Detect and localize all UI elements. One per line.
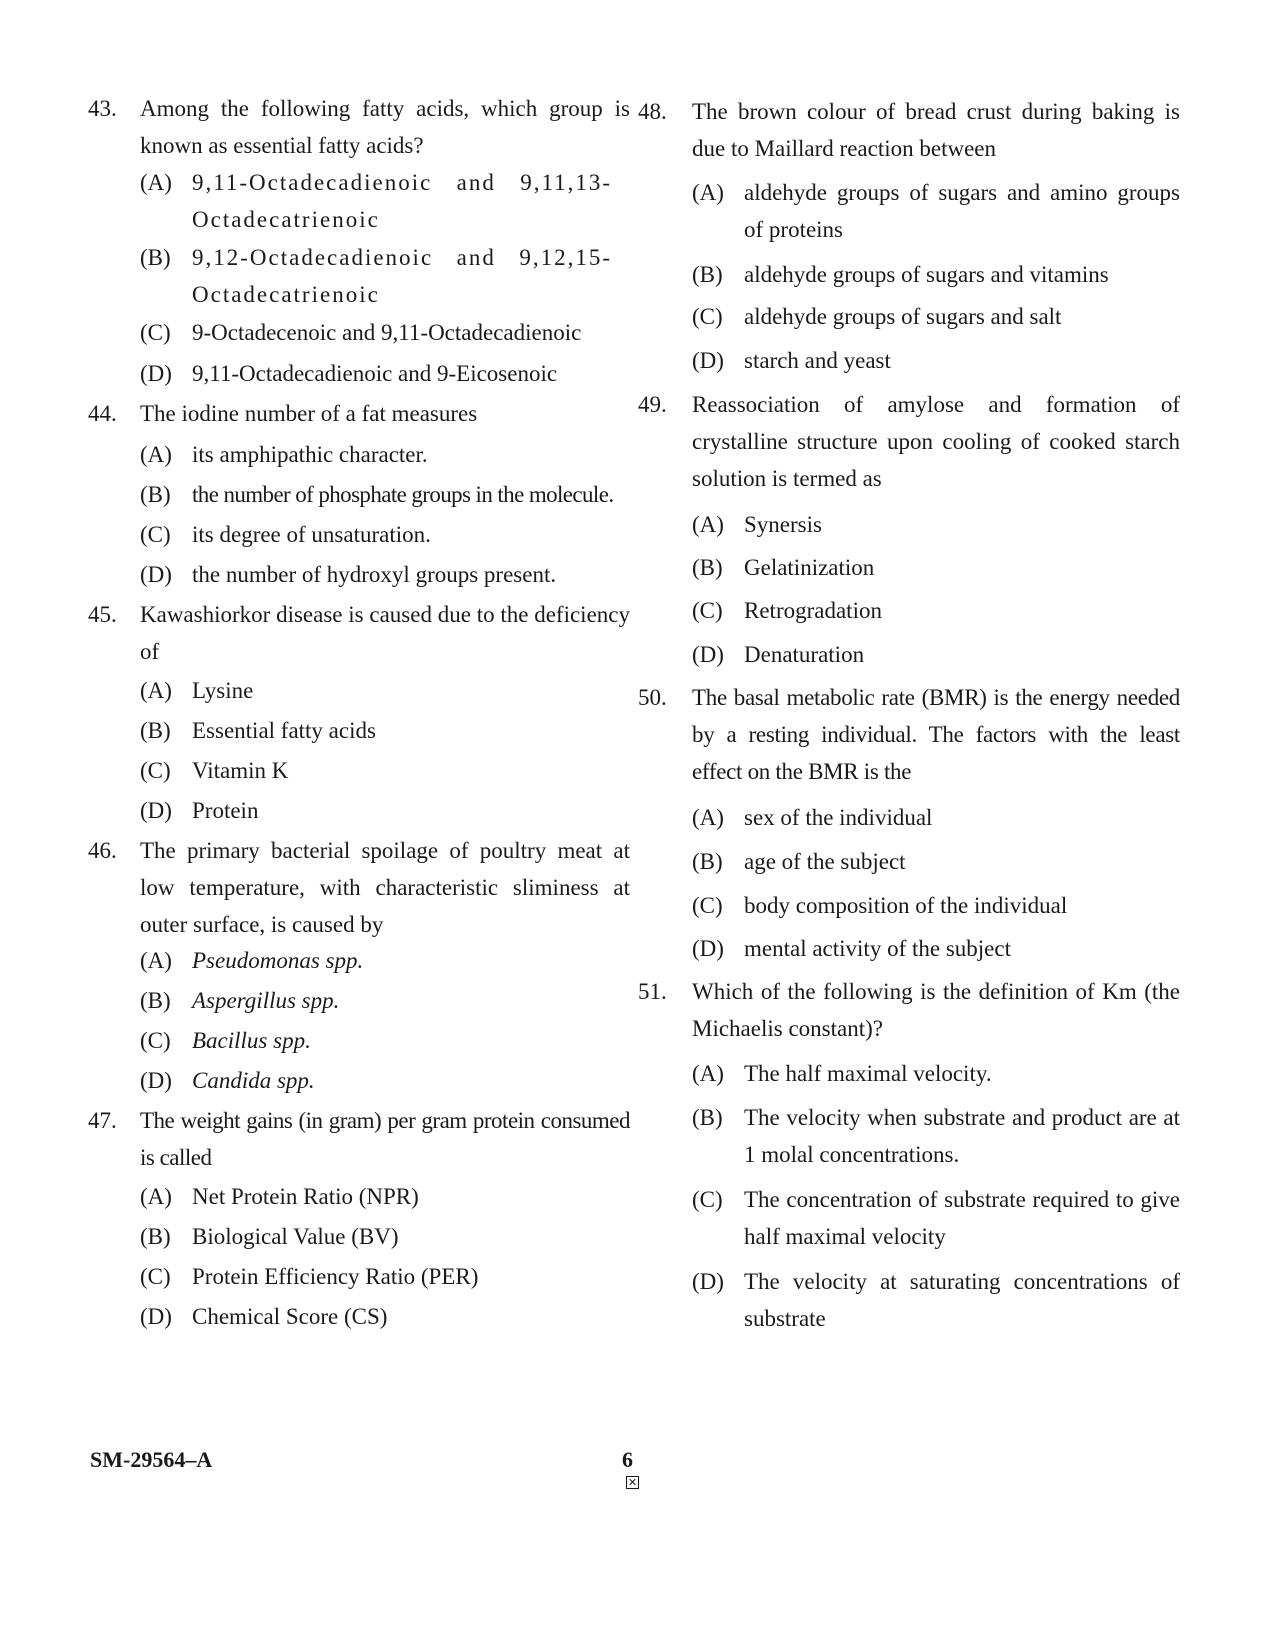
question-44 xyxy=(88,395,632,432)
option-text: sex of the individual xyxy=(744,805,933,830)
option-text: Vitamin K xyxy=(192,758,289,783)
question-48 xyxy=(638,93,1183,167)
option-text: its degree of unsaturation. xyxy=(192,522,431,547)
question-46 xyxy=(88,832,632,943)
option-text: Aspergillus spp. xyxy=(192,988,340,1013)
option-text: Synersis xyxy=(744,512,822,537)
question-text: The brown colour of bread crust during baking is due to Maillard reaction between xyxy=(692,99,1180,161)
question-number: 51. xyxy=(638,979,667,1004)
question-47 xyxy=(88,1102,632,1176)
option-text: 9,11-Octadecadienoic and 9-Eicosenoic xyxy=(192,361,558,386)
option-text: Gelatinization xyxy=(744,555,875,580)
option-text: Biological Value (BV) xyxy=(192,1224,399,1249)
question-number: 48. xyxy=(638,99,667,124)
question-text: Kawashiorkor disease is caused due to the deficiency of xyxy=(140,602,630,664)
question-number: 50. xyxy=(638,685,667,710)
booklet-code: SM-29564–A xyxy=(90,1447,213,1472)
question-text: Which of the following is the definition of Km (the Michaelis constant)? xyxy=(692,979,1180,1041)
option-text: 9-Octadecenoic and 9,11-Octadecadienoic xyxy=(192,320,582,345)
question-text: The iodine number of a fat measures xyxy=(140,401,478,426)
question-text: The weight gains (in gram) per gram protein consumed is called xyxy=(140,1108,630,1170)
option-text: 9,11-Octadecadienoic and 9,11,13-Octadecatrienoic xyxy=(192,170,612,232)
question-45 xyxy=(88,596,632,670)
question-number: 43. xyxy=(88,96,117,121)
option-text: the number of phosphate groups in the molecule. xyxy=(192,482,614,507)
exam-page: 43. Among the following fatty acids, which group is known as essential fatty acids? (A) 9,11-Octadecadienoic and 9,11,13-Octadecatrienoic (B) 9,12-Octadecadienoic and 9,12,15-Octadecatrienoic (C) 9-Octadecenoic and 9,11-Octadecadienoic (D) 9,11-Octadecadienoic and 9-Eicosenoic 44. The iodine number of a fat measures (A) its amphipathic character. (B) the number of phosphate groups in the molecule. (C) its degree of unsaturation. (D) the number of hydroxyl groups present. 45. Kawashiorkor disease is caused due to the deficiency of (A) Lysine (B) Essential fatty acids (C) Vitamin K (D) Protein 46. The primary bacterial spoilage of poultry meat at low temperature, with characteristic sliminess at outer surface, is caused by (A) Pseudomonas spp. (B) Aspergillus spp. (C) Bacillus spp. (D) Candida spp. 47. The weight gains (in gram) per gram protein consumed is called (A) Net Protein Ratio (NPR) (B) Biological Value (BV) (C) Protein Efficiency Ratio (PER) (D) Chemical Score (CS) 48. The brown colour of bread crust during baking is due to Maillard reaction between (A) aldehyde groups of sugars and amino groups of proteins (B) aldehyde groups of sugars and vitamins (C) aldehyde groups of sugars and salt (D) starch and yeast 49. Reassociation of amylose and formation of crystalline structure upon cooling of cooked starch solution is termed as (A) Synersis (B) Gelatinization (C) Retrogradation (D) Denaturation 50. The basal metabolic rate (BMR) is the energy needed by a resting individual. The factors with the least effect on the BMR is the (A) sex of the individual (B) age of the subject (C) body composition of the individual (D) mental activity of the subject 51. Which of the following is the definition of Km (the Michaelis constant)? (A) The half maximal velocity. (B) The velocity when substrate and product are at 1 molal concentrations. (C) The concentration of substrate required to give half maximal velocity (D) The velocity at saturating concentrations of substrate SM-29564–A 6 ✕ xyxy=(0,0,1275,1651)
option-text: The velocity at saturating concentrations of substrate xyxy=(744,1269,1180,1331)
question-50 xyxy=(638,679,1183,790)
question-49 xyxy=(638,386,1183,497)
option-text: aldehyde groups of sugars and vitamins xyxy=(744,262,1109,287)
question-number: 44. xyxy=(88,401,117,426)
option-text: mental activity of the subject xyxy=(744,936,1011,961)
option-text: its amphipathic character. xyxy=(192,442,428,467)
question-51 xyxy=(638,973,1183,1047)
question-number: 46. xyxy=(88,838,117,863)
option-text: Candida spp. xyxy=(192,1068,315,1093)
option-text: The velocity when substrate and product are at 1 molal concentrations. xyxy=(744,1105,1180,1167)
option-text: aldehyde groups of sugars and salt xyxy=(744,304,1062,329)
question-text: The primary bacterial spoilage of poultry meat at low temperature, with characteristic sliminess at outer surface, is caused by xyxy=(140,838,630,937)
option-text: Pseudomonas spp. xyxy=(192,948,364,973)
question-number: 47. xyxy=(88,1108,117,1133)
option-text: Denaturation xyxy=(744,642,865,667)
question-number: 49. xyxy=(638,392,667,417)
option-text: aldehyde groups of sugars and amino groups of proteins xyxy=(744,180,1180,242)
option-text: starch and yeast xyxy=(744,348,891,373)
page-number: 6 xyxy=(622,1447,633,1472)
option-text: Essential fatty acids xyxy=(192,718,376,743)
option-text: Chemical Score (CS) xyxy=(192,1304,388,1329)
option-text: age of the subject xyxy=(744,849,906,874)
question-43 xyxy=(88,90,632,164)
option-text: body composition of the individual xyxy=(744,893,1068,918)
question-text: Among the following fatty acids, which group is known as essential fatty acids? xyxy=(140,96,630,158)
question-number: 45. xyxy=(88,602,117,627)
option-text: Retrogradation xyxy=(744,598,882,623)
question-text: Reassociation of amylose and formation of crystalline structure upon cooling of cooked starch solution is termed as xyxy=(692,392,1180,491)
option-text: 9,12-Octadecadienoic and 9,12,15-Octadecatrienoic xyxy=(192,245,612,307)
option-text: the number of hydroxyl groups present. xyxy=(192,562,557,587)
question-text: The basal metabolic rate (BMR) is the energy needed by a resting individual. The factors with the least effect on the BMR is the xyxy=(692,685,1180,784)
option-text: Bacillus spp. xyxy=(192,1028,311,1053)
crossed-box-icon: ✕ xyxy=(627,1476,638,1489)
option-text: The concentration of substrate required to give half maximal velocity xyxy=(744,1187,1180,1249)
option-text: Protein xyxy=(192,798,259,823)
option-text: The half maximal velocity. xyxy=(744,1061,992,1086)
option-text: Protein Efficiency Ratio (PER) xyxy=(192,1264,479,1289)
option-text: Net Protein Ratio (NPR) xyxy=(192,1184,419,1209)
option-text: Lysine xyxy=(192,678,254,703)
